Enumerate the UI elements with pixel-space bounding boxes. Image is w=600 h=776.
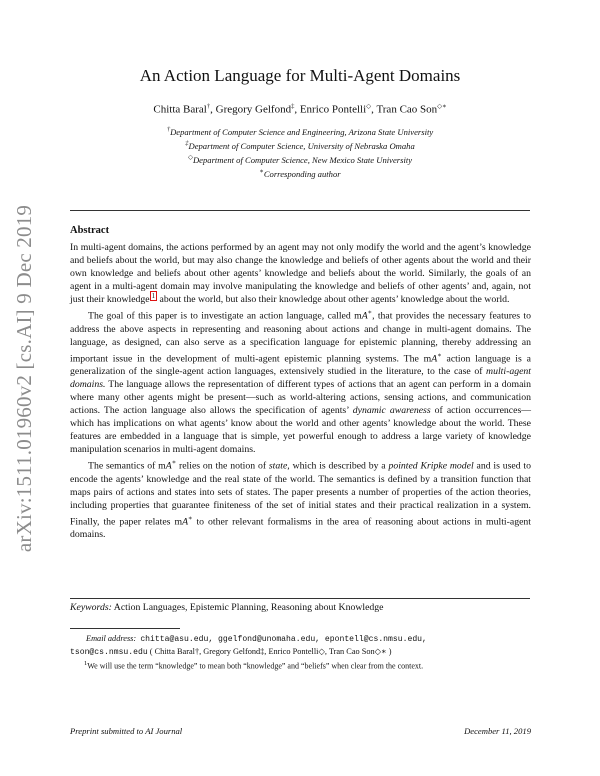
language-symbol: A xyxy=(431,352,438,364)
abstract-paragraph xyxy=(70,241,531,306)
author-mark: ◇ xyxy=(366,103,372,110)
language-star: ∗ xyxy=(367,309,373,317)
arxiv-identifier-stamp xyxy=(10,178,40,578)
author-mark: † xyxy=(206,103,211,110)
emphasis: multi-agent domains. xyxy=(70,365,531,390)
footnote-rule xyxy=(70,628,180,629)
affiliation xyxy=(0,152,600,166)
affiliation xyxy=(0,124,600,138)
keywords xyxy=(70,602,384,613)
affiliation-mark: ◇ xyxy=(187,154,193,162)
email-address[interactable]: tson@cs.nmsu.edu xyxy=(70,648,148,657)
email-line-2 xyxy=(70,646,531,659)
footnote-text: We will use the term “knowledge” to mean both “knowledge” and “beliefs” when clear from the context. xyxy=(87,661,424,671)
language-star: ∗ xyxy=(171,459,177,467)
preprint-notice: Preprint submitted to AI Journal xyxy=(70,726,183,736)
footnote-1 xyxy=(84,660,423,671)
abstract-paragraph xyxy=(70,306,531,456)
abstract-heading: Abstract xyxy=(70,225,110,236)
emphasis: pointed Kripke model xyxy=(388,460,474,472)
author-name: Enrico Pontelli xyxy=(299,103,367,116)
email-label: Email address: xyxy=(86,634,137,643)
author-name: Tran Cao Son xyxy=(376,103,438,116)
keywords-label: Keywords: xyxy=(70,602,112,613)
affiliation-text: Department of Computer Science, University of Nebraska Omaha xyxy=(188,141,415,152)
footnote-link[interactable]: 1 xyxy=(151,291,156,300)
abstract-paragraph xyxy=(70,456,531,541)
text-run: , that provides the necessary features to address the above aspects in representing and reasoning about actions and change in multi-agent domains. The language, as designed, can also serve as a specification language for epistemic planning, thereby addressing an important issue in the development of multi-agent epistemic planning systems. The m xyxy=(70,310,531,364)
language-symbol: A xyxy=(165,460,172,472)
language-star: ∗ xyxy=(188,514,193,522)
author-mark: ◇∗ xyxy=(437,103,447,110)
author-name: Gregory Gelfond xyxy=(215,103,292,116)
language-symbol: A xyxy=(182,515,189,527)
abstract-bottom-rule xyxy=(70,598,530,599)
text-run: of action occurrences—which has implications on what agents’ know about the world and other agents’ knowledge about the world. These features are embedded in a language that is simple, yet powerful enough to address a large variety of knowledge manipulation scenarios in multi-agent domains. xyxy=(70,405,531,456)
email-addresses[interactable]: chitta@asu.edu, ggelfond@unomaha.edu, epontell@cs.nmsu.edu, xyxy=(140,635,427,644)
affiliation xyxy=(0,138,600,152)
arxiv-id-text: arXiv:1511.01960v2 [cs.AI] 9 Dec 2019 xyxy=(12,204,37,552)
affiliation-mark: ‡ xyxy=(185,140,189,148)
email-line-1 xyxy=(70,633,531,646)
text-run: The language allows the representation of different types of actions that an agent can perform in a domain where many other agents might be present—such as world-altering actions, sensing actions, and communication actions. The action language also allows the specification of agents’ xyxy=(70,378,531,417)
affiliation-mark: † xyxy=(166,126,171,133)
keywords-text: Action Languages, Epistemic Planning, Reasoning about Knowledge xyxy=(113,602,384,613)
preprint-date: December 11, 2019 xyxy=(464,726,531,736)
text-run: relies on the notion of xyxy=(176,460,269,472)
author-mark: ‡ xyxy=(291,103,295,110)
text-run: which is described by a xyxy=(289,460,389,472)
text-run: to other relevant formalisms in the area of reasoning about actions in multi-agent domains. xyxy=(70,515,531,540)
abstract-top-rule xyxy=(70,210,530,211)
language-star: ∗ xyxy=(437,351,442,359)
affiliation-list xyxy=(0,124,600,181)
language-symbol: A xyxy=(361,310,368,322)
paper-title: An Action Language for Multi-Agent Domains xyxy=(139,66,461,85)
emphasis: state, xyxy=(268,460,290,472)
text-run: The semantics of m xyxy=(88,460,166,472)
affiliation xyxy=(0,166,600,180)
text-run: about the world, but also their knowledge about other agents’ knowledge about the world. xyxy=(157,294,510,306)
text-run: action language is a generalization of the single-agent action languages, extensively studied in the literature, to the case of xyxy=(70,352,531,377)
abstract-body xyxy=(70,241,531,541)
emphasis: dynamic awareness xyxy=(352,405,431,417)
affiliation-text: Department of Computer Science and Engineering, Arizona State University xyxy=(170,126,434,137)
affiliation-text: Corresponding author xyxy=(263,169,341,180)
email-attribution: ( Chitta Baral†, Gregory Gelfond‡, Enrico Pontelli◇, Tran Cao Son◇∗ ) xyxy=(149,647,392,656)
text-run: In multi-agent domains, the actions performed by an agent may not only modify the world and the agent’s knowledge and beliefs about the world, but may also change the knowledge and beliefs of other agents about the world and their own knowledge and beliefs about other agents’ knowledge and beliefs about the world. Similarly, the goals of an agent in a multi-agent domain may involve manipulating the knowledge and beliefs of other agents’ and, again, not just their knowledge xyxy=(70,242,531,306)
email-footnote xyxy=(70,633,531,659)
text-run: and is used to encode the agents’ knowledge and the real state of the world. The semantics is defined by a transition function that maps pairs of actions and states into sets of states. The paper presents a number of properties of the action theories, including properties that guarantee finiteness of the set of initial states and their practical realization in a system. Finally, the paper relates m xyxy=(70,460,531,527)
text-run: The goal of this paper is to investigate an action language, called m xyxy=(88,310,362,322)
author-name: Chitta Baral xyxy=(153,103,207,116)
footnote-mark: 1 xyxy=(84,660,88,667)
affiliation-mark: ∗ xyxy=(259,168,264,176)
affiliation-text: Department of Computer Science, New Mexico State University xyxy=(192,155,413,166)
author-list: Chitta Baral†, Gregory Gelfond‡, Enrico Pontelli◇, Tran Cao Son◇∗ xyxy=(153,103,447,116)
